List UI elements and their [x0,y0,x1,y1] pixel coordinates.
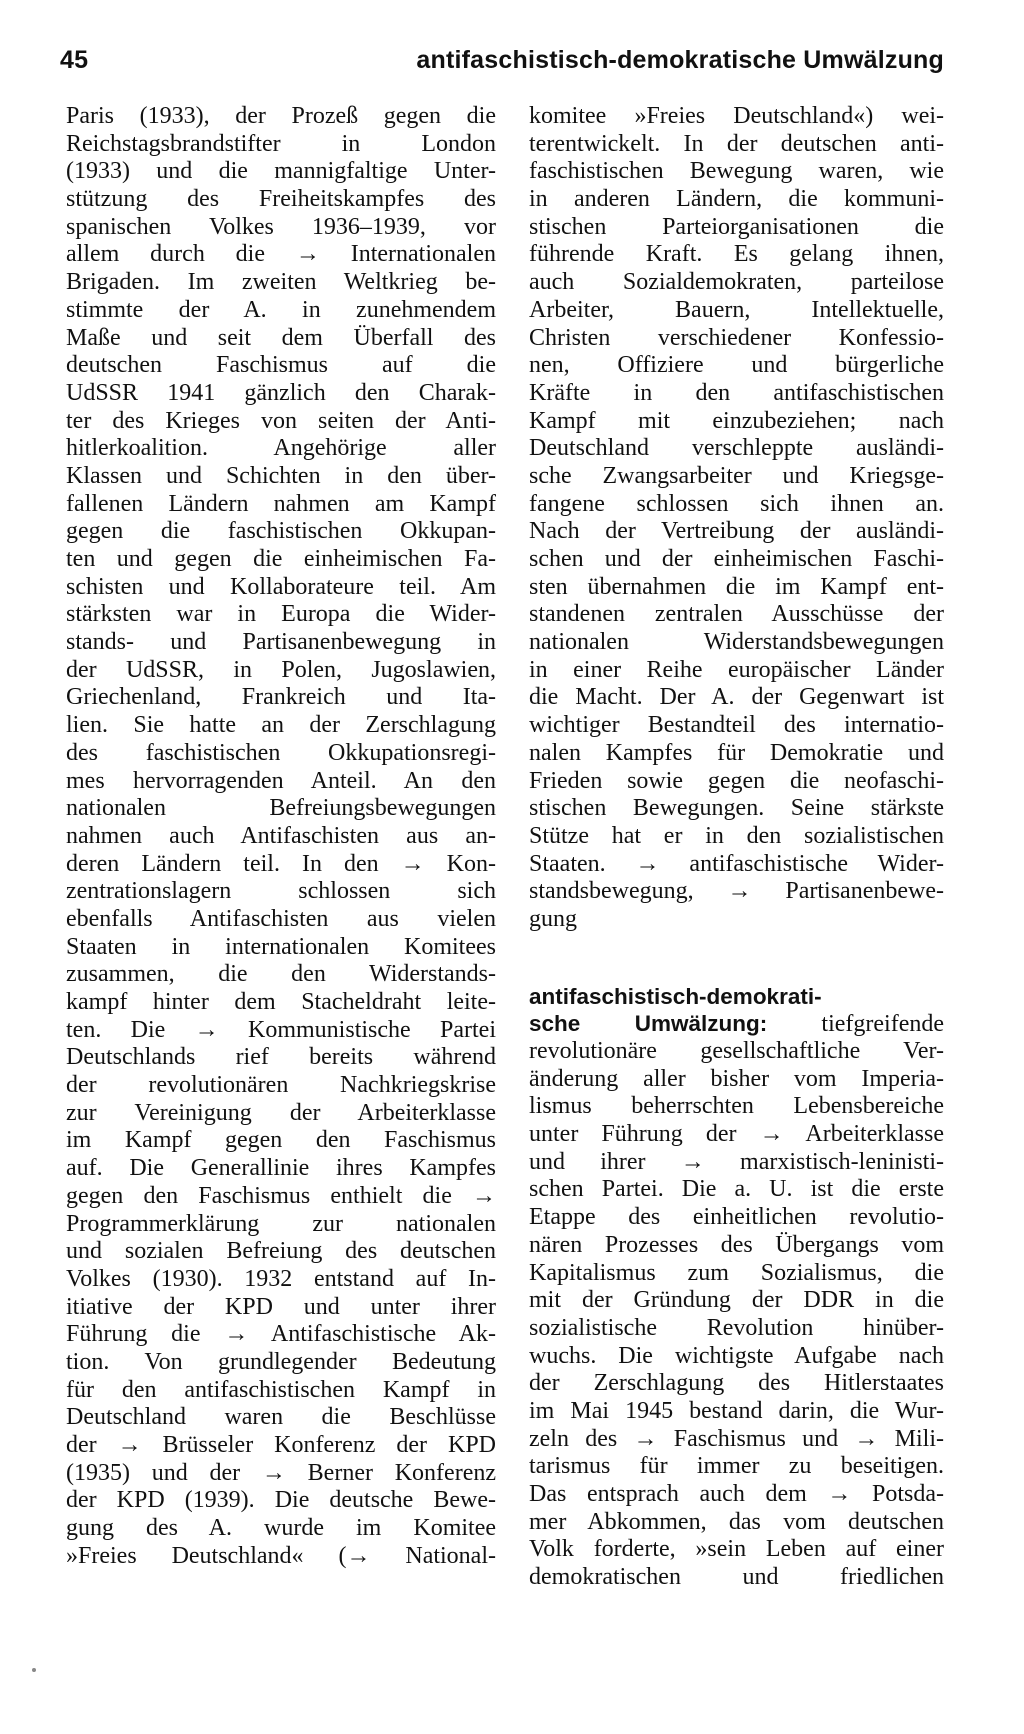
text-line: in anderen Ländern, die kommuni- [529,186,944,213]
running-title: antifaschistisch-demokratische Umwälzung [416,46,944,74]
text-line: stischen Parteiorganisationen die [529,213,944,240]
text-line: stands- und Partisanenbewegung in [66,629,496,656]
text-line: Arbeiter, Bauern, Intellektuelle, [529,296,944,323]
text-line: standsbewegung, → Partisanenbewe- [529,878,944,905]
text-line: schisten und Kollaborateure teil. Am [66,573,496,600]
text-line: ten und gegen die einheimischen Fa- [66,546,496,572]
entry-spacer [529,934,944,983]
text-line: deren Ländern teil. In den → Kon- [66,850,496,877]
text-line: im Kampf gegen den Faschismus [66,1127,496,1154]
text-line: Paris (1933), der Prozeß gegen die [66,103,496,129]
text-line: revolutionäre gesellschaftliche Ver- [529,1038,944,1064]
text-line: Klassen und Schichten in den über- [66,462,496,489]
text-line: wichtiger Bestandteil des internatio- [529,712,944,739]
print-speck [32,1668,36,1672]
text-line: der KPD (1939). Die deutsche Bewe- [66,1487,496,1514]
text-line: Griechenland, Frankreich und Ita- [66,684,496,711]
text-line: stärksten war in Europa die Wider- [66,601,496,628]
text-line: nahmen auch Antifaschisten aus an- [66,822,496,849]
right-column [529,103,944,1592]
headword-part1: antifaschistisch-demokrati- [529,983,822,1009]
text-line: stützung des Freiheitskampfes des [66,186,496,213]
text-line: sozialistische Revolution hinüber- [529,1314,944,1341]
text-line: Maße und seit dem Überfall des [66,324,496,351]
text-line: terentwickelt. In der deutschen anti- [529,130,944,157]
page-number: 45 [60,46,89,74]
text-line: änderung aller bisher vom Imperia- [529,1065,944,1092]
text-line: ebenfalls Antifaschisten aus vielen [66,905,496,932]
text-line: Christen verschiedener Konfessio- [529,324,944,351]
text-line: die Macht. Der A. der Gegenwart ist [529,684,944,711]
text-line: schen Partei. Die a. U. ist die erste [529,1176,944,1203]
text-line: kampf hinter dem Stacheldraht leite- [66,989,496,1015]
text-line: Staaten in internationalen Komitees [66,933,496,960]
text-line: gegen die faschistischen Okkupan- [66,518,496,545]
text-line: Führung die → Antifaschistische Ak- [66,1321,496,1348]
left-column [66,103,496,1570]
text-line: sten übernahmen die im Kampf ent- [529,573,944,600]
text-line: der revolutionären Nachkriegskrise [66,1072,496,1099]
text-line: Das entsprach auch dem → Potsda- [529,1481,944,1507]
text-line: »Freies Deutschland« (→ National- [66,1542,496,1569]
text-line: gung des A. wurde im Komitee [66,1515,496,1542]
text-line: Programmerklärung zur nationalen [66,1210,496,1237]
text-line: komitee »Freies Deutschland«) wei- [529,103,944,129]
text-line: in einer Reihe europäischer Länder [529,656,944,683]
text-line: auch Sozialdemokraten, parteilose [529,269,944,296]
text-line: hitlerkoalition. Angehörige aller [66,435,496,462]
text-line: Kampf mit einzubeziehen; nach [529,407,944,434]
text-line: lismus beherrschten Lebensbereiche [529,1093,944,1120]
text-line: Brigaden. Im zweiten Weltkrieg be- [66,269,496,296]
text-line: stischen Bewegungen. Seine stärkste [529,795,944,822]
text-line: stimmte der A. in zunehmendem [66,296,496,323]
text-line: fangene schlossen sich ihnen an. [529,490,944,517]
text-line: zur Vereinigung der Arbeiterklasse [66,1099,496,1126]
text-line: ter des Krieges von seiten der Anti- [66,407,496,434]
text-line: itiative der KPD und unter ihrer [66,1293,496,1320]
text-line: demokratischen und friedlichen [529,1564,944,1591]
text-line: faschistischen Bewegung waren, wie [529,158,944,185]
text-line: für den antifaschistischen Kampf in [66,1376,496,1403]
text-line: Etappe des einheitlichen revolutio- [529,1204,944,1231]
text-line: im Mai 1945 bestand darin, die Wur- [529,1397,944,1424]
text-line: Volk forderte, »sein Leben auf einer [529,1536,944,1563]
text-line: lien. Sie hatte an der Zerschlagung [66,712,496,739]
text-line: Deutschlands rief bereits während [66,1044,496,1071]
text-line: Volkes (1930). 1932 entstand auf In- [66,1265,496,1292]
text-line: des faschistischen Okkupationsregi- [66,739,496,766]
text-line: mit der Gründung der DDR in die [529,1287,944,1314]
text-line: tion. Von grundlegender Bedeutung [66,1348,496,1375]
text-line: ten. Die → Kommunistische Partei [66,1016,496,1043]
text-line: der → Brüsseler Konferenz der KPD [66,1432,496,1458]
text-line: und sozialen Befreiung des deutschen [66,1238,496,1265]
text-line: UdSSR 1941 gänzlich den Charak- [66,379,496,406]
text-line: spanischen Volkes 1936–1939, vor [66,213,496,240]
text-line: Nach der Vertreibung der ausländi- [529,518,944,545]
text-line: fallenen Ländern nahmen am Kampf [66,490,496,517]
text-line: tarismus für immer zu beseitigen. [529,1453,944,1480]
text-line: unter Führung der → Arbeiterklasse [529,1121,944,1148]
entry-headword-line2 [529,1010,944,1038]
running-header [60,46,944,75]
text-line: Kräfte in den antifaschistischen [529,379,944,406]
text-line: gegen den Faschismus enthielt die → [66,1182,496,1209]
text-line: Frieden sowie gegen die neofaschi- [529,767,944,794]
text-line: zeln des → Faschismus und → Mili- [529,1425,944,1452]
text-line: allem durch die → Internationalen [66,241,496,268]
headword-part2: sche Umwälzung: [529,1011,768,1037]
text-line: deutschen Faschismus auf die [66,352,496,379]
text-line: zusammen, die den Widerstands- [66,961,496,988]
text-line: wuchs. Die wichtigste Aufgabe nach [529,1342,944,1369]
text-line: der Zerschlagung des Hitlerstaates [529,1370,944,1397]
text-line: sche Zwangsarbeiter und Kriegsge- [529,462,944,489]
text-line: Staaten. → antifaschistische Wider- [529,850,944,877]
text-line: auf. Die Generallinie ihres Kampfes [66,1155,496,1182]
text-line: und ihrer → marxistisch-leninisti- [529,1148,944,1175]
text-line: nationalen Widerstandsbewegungen [529,629,944,656]
text-line: (1933) und die mannigfaltige Unter- [66,158,496,185]
text-line: gung [529,905,577,932]
text-line: Reichstagsbrandstifter in London [66,130,496,157]
text-line: führende Kraft. Es gelang ihnen, [529,241,944,268]
text-line: nalen Kampfes für Demokratie und [529,739,944,766]
text-line: zentrationslagern schlossen sich [66,878,496,905]
text-line: der UdSSR, in Polen, Jugoslawien, [66,656,496,683]
definition-start: tiefgreifende [821,1011,944,1038]
text-line: Kapitalismus zum Sozialismus, die [529,1259,944,1286]
text-line: Stütze hat er in den sozialistischen [529,822,944,849]
text-line: mer Abkommen, das vom deutschen [529,1508,944,1535]
text-line: standenen zentralen Ausschüsse der [529,601,944,628]
text-line: mes hervorragenden Anteil. An den [66,767,496,794]
text-line: (1935) und der → Berner Konferenz [66,1459,496,1486]
text-line: Deutschland waren die Beschlüsse [66,1404,496,1431]
text-line: nen, Offiziere und bürgerliche [529,352,944,379]
text-line: schen und der einheimischen Faschi- [529,546,944,572]
entry-headword-line1 [529,983,944,1011]
text-line: nationalen Befreiungsbewegungen [66,795,496,822]
text-line: Deutschland verschleppte ausländi- [529,435,944,462]
text-line: nären Prozesses des Übergangs vom [529,1231,944,1258]
